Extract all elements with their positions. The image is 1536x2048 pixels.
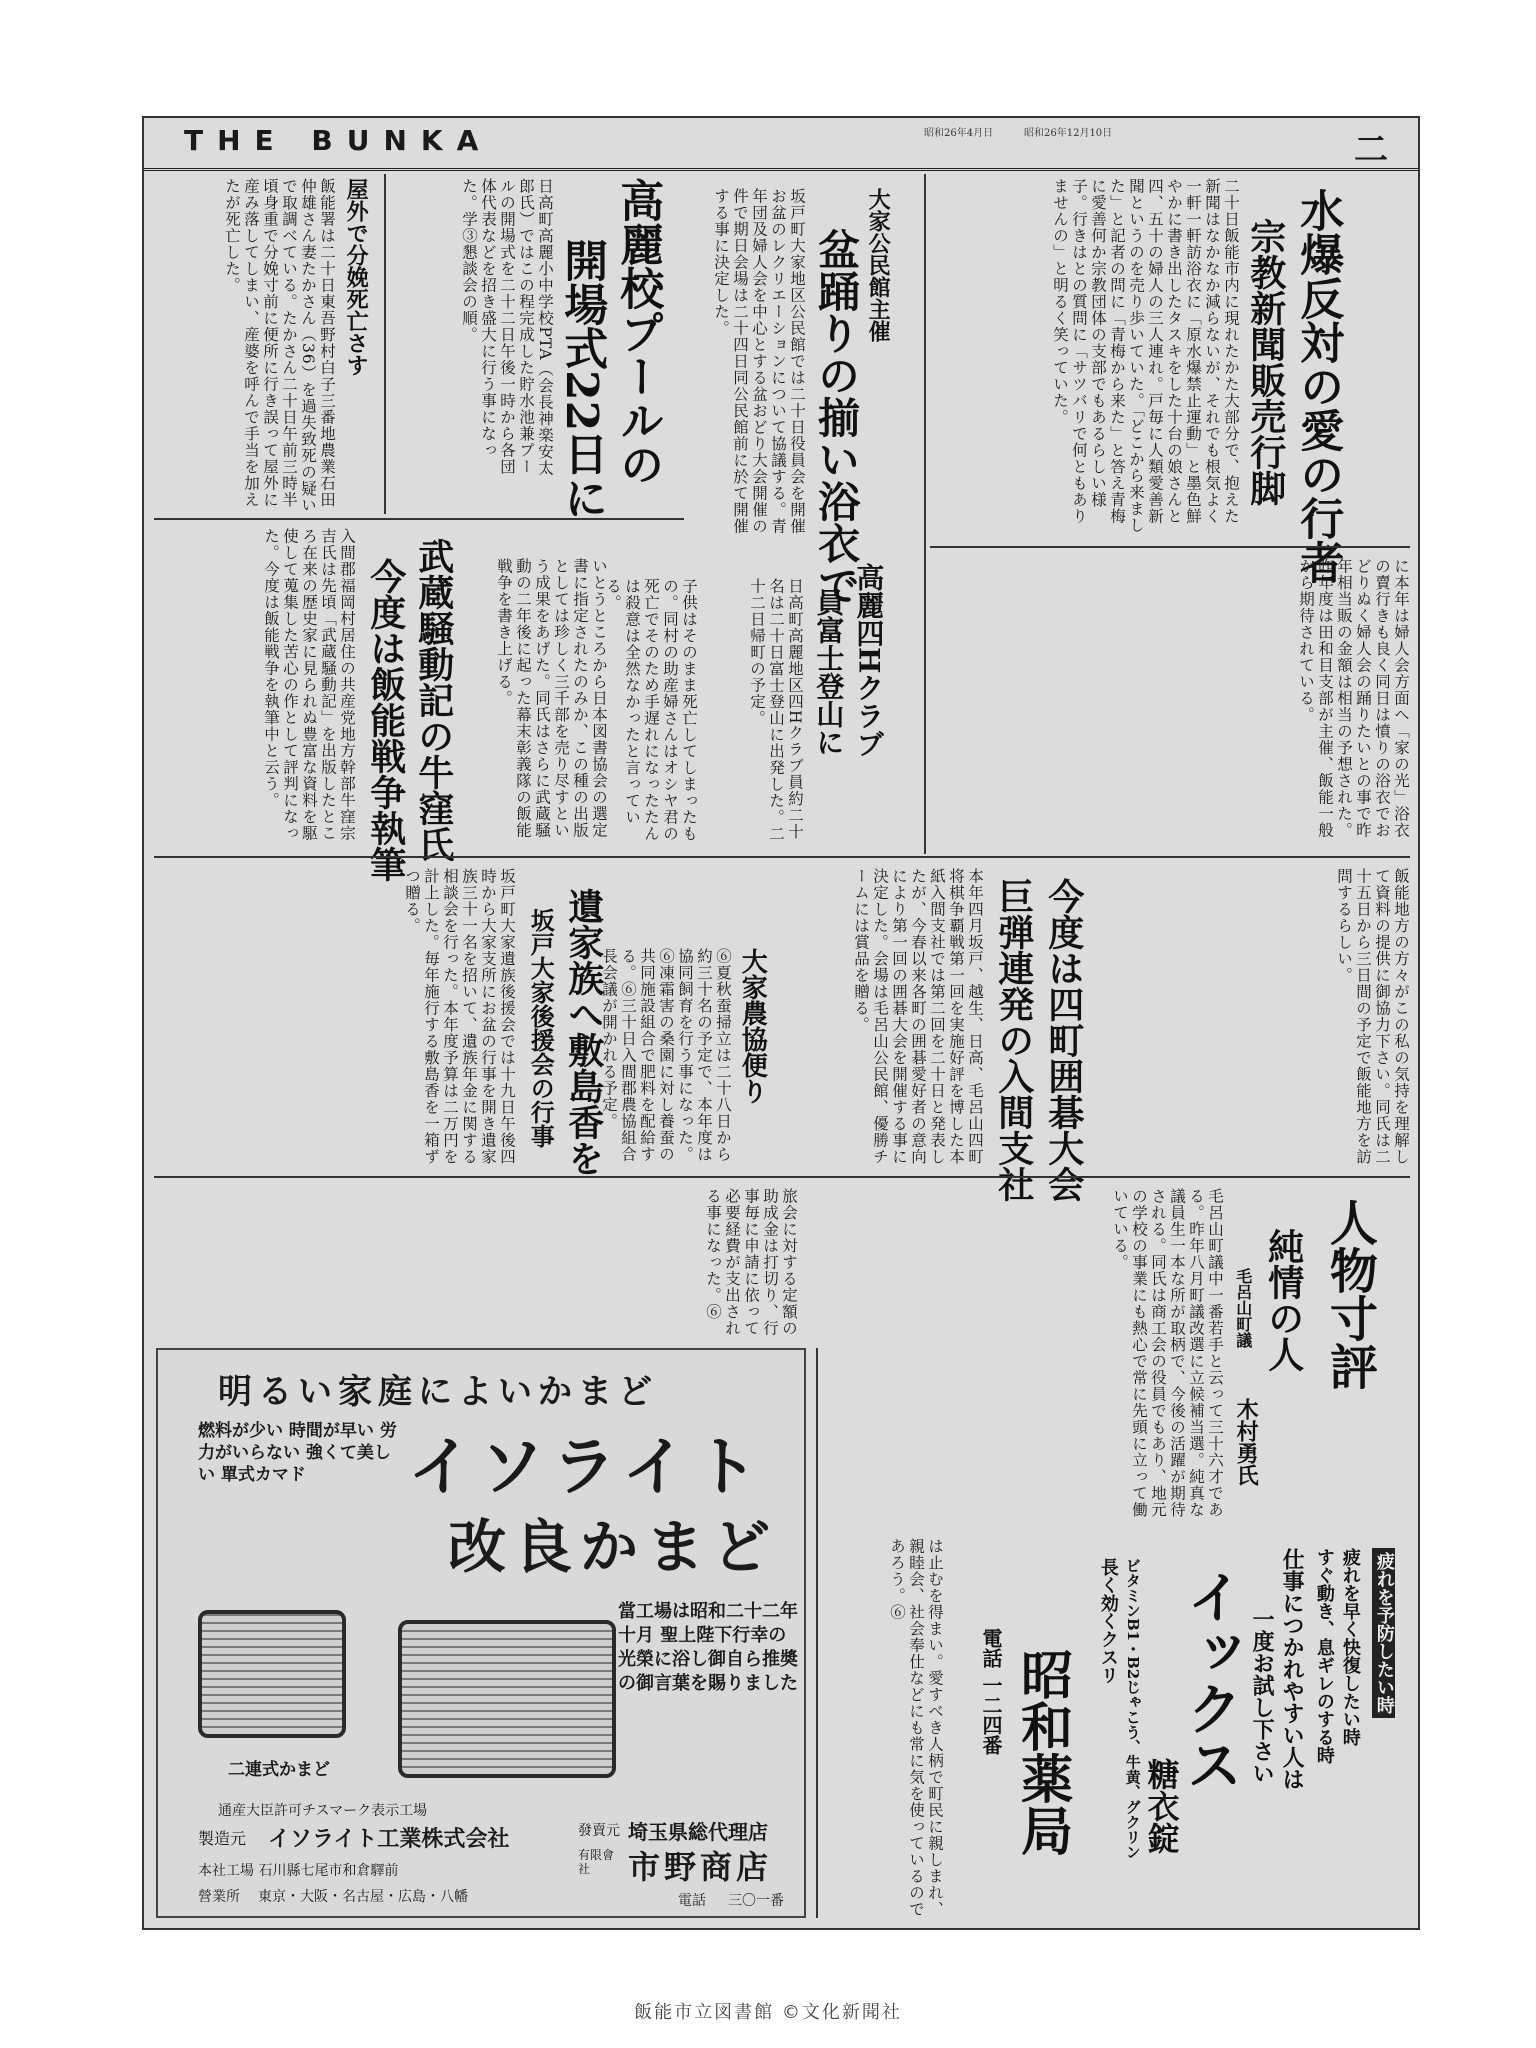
ad-bullets: 燃料が少い 時間が早い 労力がいらない 強くて美しい 單式カマド: [198, 1421, 397, 1485]
ad-maker-label: 製造元: [198, 1829, 247, 1848]
ad-agency-region: 埼玉県総代理店: [628, 1820, 768, 1844]
ad-ingredients: ビタミンB1・B2じゃこう、牛黄、グクリン: [1123, 1558, 1142, 1860]
page-number: 二: [1354, 130, 1388, 170]
ad-phone-label: 電話: [678, 1893, 706, 1909]
article-headline: 盆踊りの揃い浴衣で: [812, 228, 862, 606]
ad-store: 昭和薬局: [1011, 1648, 1073, 1856]
ad-lead: 仕事につかれやすい人は: [1279, 1548, 1306, 1790]
article-headline: 武蔵騒動記の牛窪氏: [412, 538, 455, 862]
ad-factory: 本社工場 石川縣七尾市和倉驛前: [198, 1863, 399, 1879]
library-credit: 飯能市立図書館 ©文化新聞社: [634, 2002, 902, 2023]
article-kicker: 大家公民館主催: [865, 188, 892, 342]
ad-form: 糖衣錠: [1142, 1758, 1181, 1854]
article-body: 日高町高麗地区四Hクラブ員約二十名は二十日富士登山に出発した。二十二日帰町の予定。: [748, 578, 804, 842]
article-subhead: 坂戸大家後援会の行事: [526, 908, 556, 1148]
stove-image-double: [198, 1610, 346, 1738]
registration-note: 昭和26年4月日: [924, 128, 994, 139]
article-body: は止むを得まい。愛すべき人柄で町民に親しまれ、親睦会、社会奉仕などにも常に気を使っているのであろう。⑥: [888, 1538, 944, 1918]
ad-note: 當工場は昭和二十二年十月 聖上陛下行幸の光榮に浴し御自ら推奬の御言葉を賜りました: [618, 1601, 798, 1694]
article-body: に本年は婦人会方面へ「家の光」浴衣の賣行きも良く同日は憤りの浴衣でおどりぬく婦人会の踊りたいとの事で昨年相当販の金額は相当の予想された。昨年度は田和目支部が主催、飯能一般から期待されている。: [1297, 558, 1410, 839]
ad-offices-label: 營業所: [198, 1889, 240, 1905]
profile-name: 木村勇氏: [1233, 1398, 1260, 1486]
article-body: 入間郡福岡村居住の共産党地方幹部牛窪宗吉氏は先頃「武蔵騒動記」を出版したところ在来の歴史家に見られぬ豊富な資料を駆使して蒐集した苦心の作として評判になった。今度は飯能戦争を執筆中と云う。: [262, 528, 356, 842]
article-body: 毛呂山町議中一番若手と云って三十六才である。昨年八月町議改選に立候補当選。純真な議員生一本な所が取柄で、今後の活躍が期待される。同氏は商工会の役員でもあり、地元の学校の事業にも熱心で常に先頭に立って働いている。: [1111, 1188, 1224, 1518]
article-subhead: 純情の人: [1262, 1228, 1305, 1372]
ad-caption: 二連式かまど: [228, 1760, 330, 1780]
ad-lead: 疲れを予防したい時: [1372, 1548, 1395, 1718]
article-body: ⑥夏秋蚕掃立は二十八日から約三十名の予定で、本年度は協同飼育を行う事になった。⑥凍霜害の桑園に対し養蚕の共同施設組合で肥料を配給する。⑥三十日入間郡農協組合長会議が開かれる予定。: [600, 948, 732, 1163]
article-body: いとうところから日本図書協会の選定書に指定されたのみか、この種の出版としては珍しく三千部を売り尽すという成果をあげた。同氏はさらに武蔵騒動の二年後に起った幕末彰義隊の飯能戦争を書き上げる。: [495, 558, 608, 839]
article-body: 飯能署は二十日東吾野村白子三番地農業石田仲雄さん妻たかさん（36）を過失致死の疑いで取調べている。たかさん二十日午前三時半頃身重で分娩寸前に便所に行き誤って屋外に産み落してしまい、産婆を呼んで手当を加えたが死亡した。: [223, 178, 336, 514]
ad-lead: すぐ動き、息ギレのする時: [1313, 1548, 1335, 1764]
divider: [930, 546, 1410, 548]
ad-try: 一度お試し下さい: [1249, 1608, 1276, 1784]
divider: [154, 1176, 1410, 1178]
ad-store-phone: 電話 一二四番: [979, 1628, 1003, 1755]
ad-phone: 三〇一番: [728, 1893, 784, 1909]
ikkusu-advertisement: [954, 1538, 1410, 1918]
article-body: 二十日飯能市内に現れたかた大部分で、抱えた新聞はなかなか減らないが、それでも根気よく一軒一軒訪浴衣に「原水爆禁止運動」と墨色鮮やかに書き出したタスキをした十台の娘さんと四、五十の婦人の三人連れ。戸毎に人類愛善新聞というのを売り歩いていた。「どこから来ました」と記者の問に「青梅から来た」と答え青梅に愛善何か宗教団体の支部でもあるらしい様子。行きはとの質問に「サツバリで何ともありませんの」と明るく笑っていた。: [1051, 178, 1240, 534]
article-headline: 人物寸評: [1321, 1198, 1378, 1390]
ad-brand: イックス: [1177, 1568, 1243, 1792]
article-headline: 高麗校プールの: [612, 178, 664, 486]
ad-agency: 市野商店: [628, 1848, 773, 1886]
ad-approval: 通産大臣許可チスマーク表示工場: [218, 1803, 428, 1819]
ad-product: 改良かまど: [448, 1513, 779, 1581]
article-headline: 今度は四町囲碁大会: [1042, 878, 1085, 1202]
article-headline-continued: 巨弾連発の入間支社: [992, 878, 1035, 1202]
ad-maker: イソライト工業株式会社: [268, 1826, 510, 1852]
registration-note: 昭和26年12月10日: [1024, 128, 1113, 139]
article-headline: 遺家族へ敷島香を: [562, 888, 605, 1176]
article-headline: 高麗四Hクラブ: [852, 563, 886, 758]
ad-lead: 疲れを早く快復したい時: [1339, 1548, 1361, 1746]
ad-tagline: 明るい家庭によいかまど: [218, 1372, 658, 1412]
ad-agency-label: 發賣元: [578, 1823, 620, 1839]
column-divider: [924, 174, 926, 854]
ad-slogan: 長く効くクスリ: [1097, 1558, 1119, 1684]
divider: [154, 518, 684, 520]
ad-offices: 東京・大阪・名古屋・広島・八幡: [258, 1889, 468, 1905]
article-body: 坂戸町大家地区公民館では二十日役員会を開催お盆のレクリエーションについて協議する。青年団及婦人会を中心とする盆おどり大会開催の件で期日会場は二十四日同公民館前に於て開催する事に決定した。: [712, 188, 806, 535]
article-body: 飯能地方の方々がこの私の気持を理解して資料の提供に御協力下さい。同氏は二十五日から三日間の予定で飯能地方を訪問するらしい。: [1335, 868, 1410, 1165]
article-body: 坂戸町大家遺族後援会では十九日午後四時から大家支所にお盆の行事を開き遺家族三十一名を招いて、遺族年金に関する相談会を行った。本年度予算は二万円を計上した。毎年施行する敷島香を一箱ずつ贈る。: [403, 868, 516, 1165]
article-body: 本年四月坂戸、越生、日高、毛呂山四町将棋争覇戦第一回を実施好評を博した本紙入間支社では第二回を二十日と発表したが、今春以来各町の囲碁愛好者の意向により第一回の囲碁大会を開催する事に決定した。会場は毛呂山公民館、優勝チームには賞品を贈る。: [852, 868, 984, 1165]
article-headline-continued: 員富士登山に: [812, 588, 846, 756]
article-headline: 大家農協便り: [737, 948, 768, 1104]
article-subhead: 宗教新聞販売行脚: [1244, 218, 1287, 506]
divider: [154, 856, 1410, 858]
newspaper-title: THE BUNKA: [184, 124, 493, 157]
article-body: 日高町高麗小中学校PTA（会長神楽安太郎氏）ではこの程完成した貯水池兼プールの開場式を二十二日午後一時から各団体代表などを招き盛大に行う事になった。学③懇談会の順。: [460, 178, 554, 477]
column-divider: [816, 1348, 818, 1918]
article-headline-continued: 開場式22日に: [556, 238, 608, 520]
masthead: [144, 118, 1418, 171]
member-label: 毛呂山町議: [1233, 1268, 1253, 1348]
newspaper-page: [142, 116, 1420, 1930]
stove-image-main: [398, 1620, 616, 1778]
ad-brand: イソライト: [408, 1431, 767, 1505]
article-headline: 屋外で分娩死亡さす: [343, 178, 370, 376]
article-headline: 水爆反対の愛の行者: [1292, 188, 1344, 584]
isolite-advertisement: [156, 1348, 806, 1918]
article-body: 旅会に対する定額の助成金は打切り、行事毎に申請に依って必要経費が支出される事になった。⑥: [704, 1188, 798, 1337]
ad-company-type: 有限會社: [578, 1848, 615, 1876]
article-headline-continued: 今度は飯能戦争執筆: [364, 558, 407, 882]
article-body: 子供はそのまま死亡してしまったもの。同村の助産婦さんはオシヤ君の死亡でそのため手遅れになったたんは殺意は全然なかったと言っている。: [604, 578, 698, 842]
column-divider: [384, 174, 386, 514]
